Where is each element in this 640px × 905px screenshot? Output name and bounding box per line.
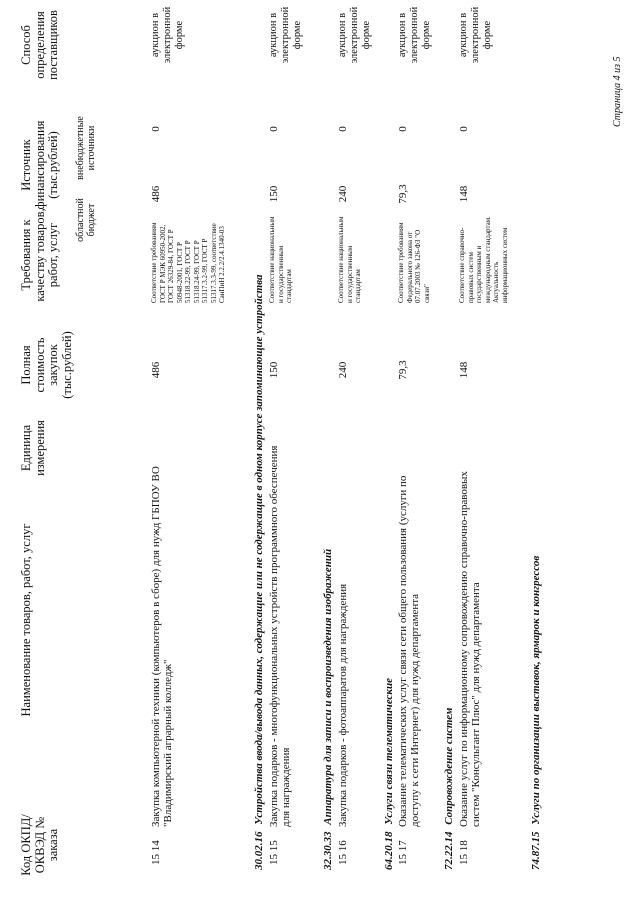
section-code: 30.02.16	[253, 831, 265, 870]
full-cost: 148	[458, 361, 470, 379]
offbudget-sources: 0	[150, 126, 162, 132]
order-number: 15 15	[268, 840, 280, 865]
order-number: 15 14	[150, 840, 162, 865]
header-method: Способ определения поставщиков	[19, 10, 60, 80]
header-cost: Полная стоимость закупок (тыс.рублей)	[19, 331, 74, 399]
section-heading	[253, 274, 265, 870]
item-name: Закупка подарков - фотоаппаратов для награждения	[337, 583, 349, 827]
quality-requirements: Соответствие национальным и государственным стандартам	[268, 216, 293, 303]
page-number: Страница 4 из 5	[612, 56, 623, 127]
quality-requirements: Соответствие требованиям Федерального закона от 07.07.2003 № 126-ФЗ "О связи"	[397, 222, 431, 303]
regional-budget: 150	[268, 185, 280, 203]
procurement-method: аукцион в электронной форме	[150, 6, 185, 64]
full-cost: 486	[150, 361, 162, 379]
regional-budget: 79,3	[397, 184, 409, 204]
item-name: Оказание услуг по информационному сопровождению справочно-правовых систем "Консультант Плюс" для нужд департамента	[458, 471, 482, 827]
regional-budget: 148	[458, 185, 470, 203]
header-code: Код ОКПД/ ОКВЭД № заказа	[19, 814, 60, 876]
section-title: Аппаратура для записи и воспроизведения изображений	[322, 548, 334, 825]
regional-budget: 240	[337, 185, 349, 203]
header-name: Наименование товаров, работ, услуг	[19, 523, 33, 717]
order-number: 15 17	[397, 840, 409, 865]
header-unit: Единица измерения	[19, 420, 47, 476]
full-cost: 79,3	[397, 360, 409, 380]
order-number: 15 18	[458, 840, 470, 865]
offbudget-sources: 0	[397, 126, 409, 132]
full-cost: 150	[268, 361, 280, 379]
section-title: Сопровождение систем	[443, 707, 455, 825]
quality-requirements: Соответствие справочно-правовых систем государственным и международным стандартам. Актуальность информационных систем	[458, 216, 509, 303]
section-code: 32.30.33	[322, 831, 334, 870]
procurement-method: аукцион в электронной форме	[268, 6, 303, 64]
item-name: Оказание телематических услуг связи сети общего пользования (услуги по доступу к сети Интернет) для нужд департамента	[397, 475, 421, 827]
offbudget-sources: 0	[458, 126, 470, 132]
section-code: 72.22.14	[443, 831, 455, 870]
section-code: 64.20.18	[383, 831, 395, 870]
order-number: 15 16	[337, 840, 349, 865]
section-title: Услуги связи телематические	[383, 677, 395, 825]
item-name: Закупка подарков - многофункциональных устройств программного обеспечения для награждения	[268, 445, 292, 827]
header-source: Источник финансирования (тыс.рублей)	[19, 120, 60, 210]
header-source-regional: областной бюджет	[75, 198, 97, 242]
header-requirements: Требования к качеству товаров, работ, услуг	[19, 208, 60, 302]
section-heading	[530, 556, 542, 870]
item-name: Закупка компьютерной техники (компьютеров в сборе) для нужд ГБПОУ ВО "Владимирский аграрный колледж"	[150, 466, 174, 827]
header-source-offbudget: внебюджетные источники	[75, 116, 97, 180]
offbudget-sources: 0	[268, 126, 280, 132]
full-cost: 240	[337, 361, 349, 379]
quality-requirements: Соответствие национальным и государственным стандартам	[337, 216, 362, 303]
offbudget-sources: 0	[337, 126, 349, 132]
regional-budget: 486	[150, 185, 162, 203]
section-heading	[443, 708, 455, 870]
section-title: Услуги по организации выставок, ярмарок и конгрессов	[530, 555, 542, 825]
procurement-method: аукцион в электронной форме	[397, 6, 432, 64]
quality-requirements: Соответствие требованиям ГОСТ Р МЭК 60950-2002, ГОСТ 26329-84, ГОСТ Р 50948-2001, ГОСТ Р 51318.22-99, ГОСТ Р 51318.24-99, ГОСТ Р 51317.3.2-99, ГОСТ Р 51317.3.3-99, соответствие СанПиН 2.2.2/2.4.1340-03	[150, 222, 226, 303]
section-code: 74.87.15	[530, 831, 542, 870]
section-heading	[322, 549, 334, 870]
procurement-method: аукцион в электронной форме	[337, 6, 372, 64]
procurement-method: аукцион в электронной форме	[458, 6, 493, 64]
section-title: Устройства ввода/вывода данных, содержащие или не содержащие в одном корпусе запоминающие устройства	[253, 274, 265, 825]
section-heading	[383, 678, 395, 870]
